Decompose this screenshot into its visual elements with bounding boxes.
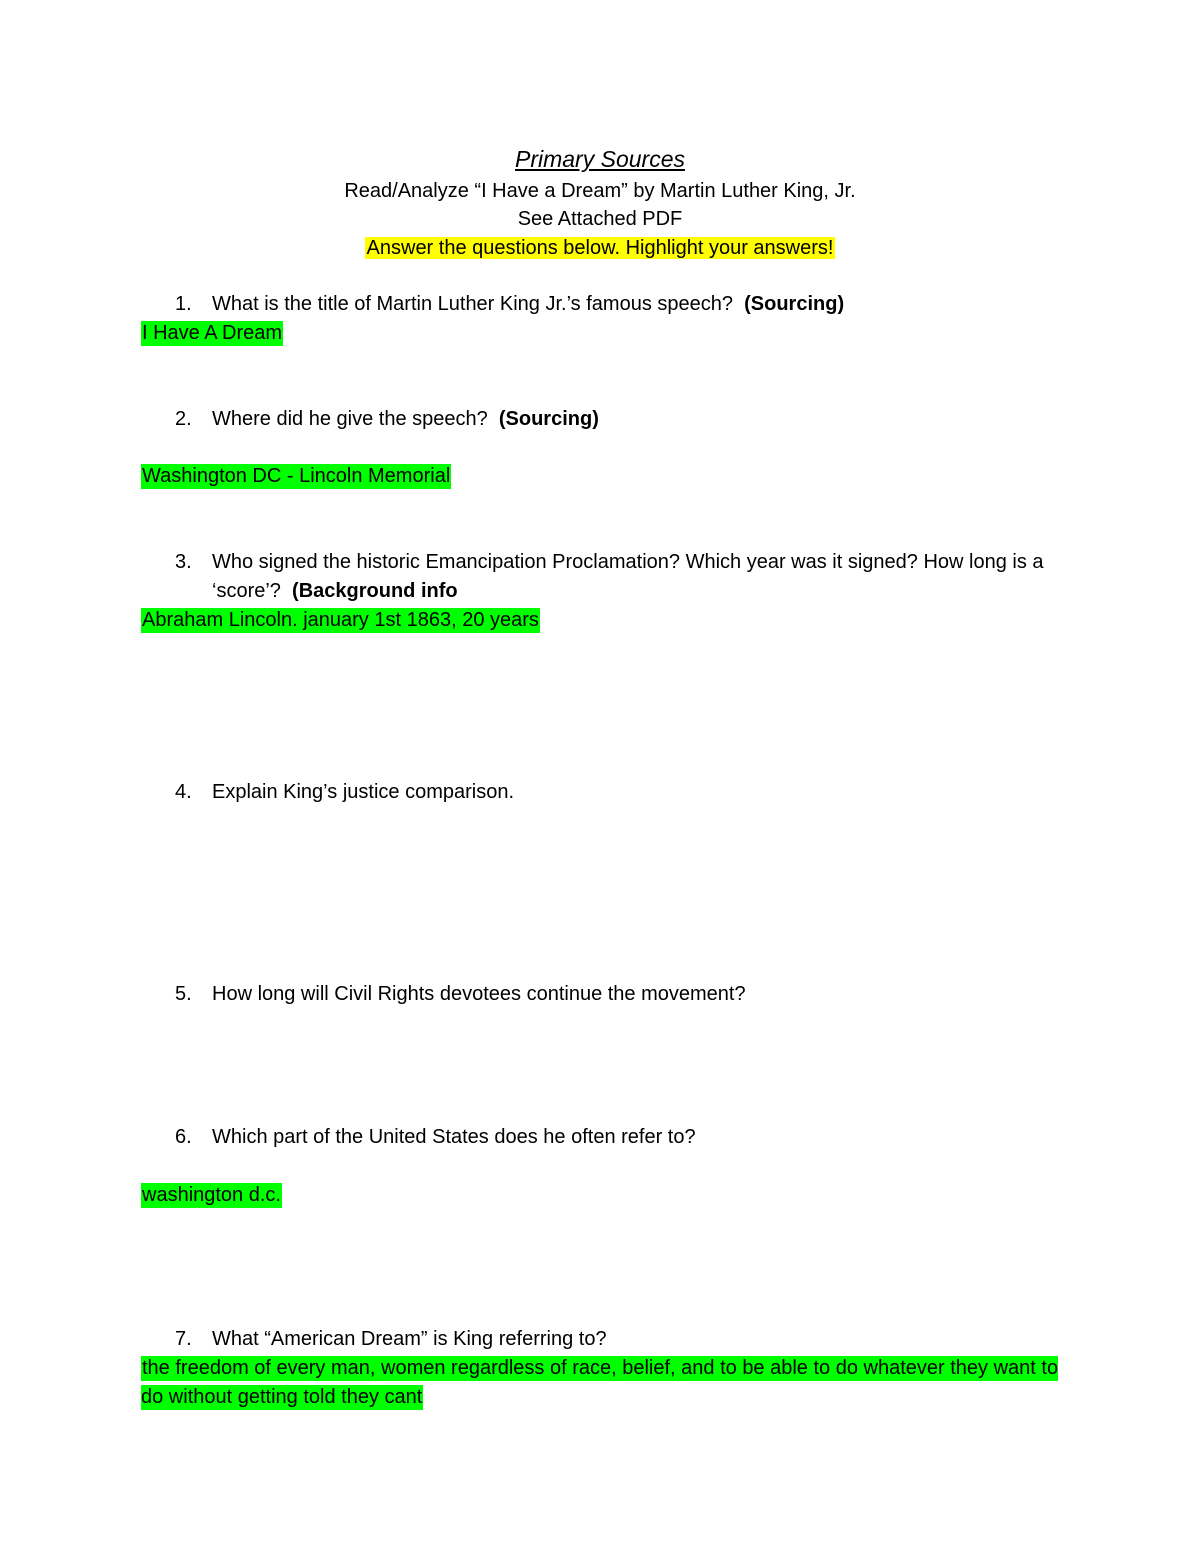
- instruction-text: Answer the questions below. Highlight your answers!: [366, 237, 834, 259]
- question-number: 5.: [175, 983, 192, 1005]
- answer-text: I Have A Dream: [142, 322, 283, 344]
- question-6: [175, 1123, 1055, 1152]
- question-5: [175, 980, 1055, 1009]
- question-tag: (Background info: [292, 580, 458, 602]
- page-subtitle: Read/Analyze “I Have a Dream” by Martin Luther King, Jr.: [344, 180, 856, 202]
- question-text: How long will Civil Rights devotees continue the movement?: [212, 983, 746, 1005]
- question-number: 7.: [175, 1328, 192, 1350]
- answer-2: [141, 462, 1071, 491]
- answer-3: [141, 606, 1071, 635]
- question-text-wrap: [212, 290, 1055, 319]
- question-2: [175, 405, 1055, 434]
- answer-text: Washington DC - Lincoln Memorial: [142, 465, 451, 487]
- question-text: Who signed the historic Emancipation Proclamation? Which year was it signed? How long is a ‘score’?: [212, 551, 1044, 602]
- question-number: 2.: [175, 408, 192, 430]
- question-4: [175, 778, 1055, 807]
- answer-text: the freedom of every man, women regardless of race, belief, and to be able to do whatever they want to do without getting told they cant: [141, 1357, 1059, 1408]
- question-text: Which part of the United States does he often refer to?: [212, 1126, 696, 1148]
- page-title: Primary Sources: [515, 146, 685, 172]
- question-text-wrap: [212, 548, 1045, 606]
- instruction-line: [0, 235, 1200, 261]
- question-number: 1.: [175, 293, 192, 315]
- question-number: 4.: [175, 781, 192, 803]
- question-text: What is the title of Martin Luther King Jr.’s famous speech?: [212, 293, 733, 315]
- question-number: 3.: [175, 551, 192, 573]
- question-3: [175, 548, 1045, 606]
- question-text: Explain King’s justice comparison.: [212, 781, 515, 803]
- question-1: [175, 290, 1055, 319]
- answer-1: [141, 319, 1071, 348]
- attached-note: See Attached PDF: [517, 208, 683, 230]
- question-7: [175, 1325, 1055, 1354]
- question-number: 6.: [175, 1126, 192, 1148]
- answer-6: [141, 1181, 1071, 1210]
- question-tag: (Sourcing): [498, 408, 599, 430]
- question-text-wrap: [212, 405, 1055, 434]
- answer-7: [141, 1354, 1066, 1412]
- answer-text: washington d.c.: [142, 1184, 281, 1206]
- question-tag: (Sourcing): [744, 293, 845, 315]
- question-text: What “American Dream” is King referring to?: [212, 1328, 607, 1350]
- answer-text: Abraham Lincoln. january 1st 1863, 20 years: [142, 609, 539, 631]
- question-text: Where did he give the speech?: [212, 408, 488, 430]
